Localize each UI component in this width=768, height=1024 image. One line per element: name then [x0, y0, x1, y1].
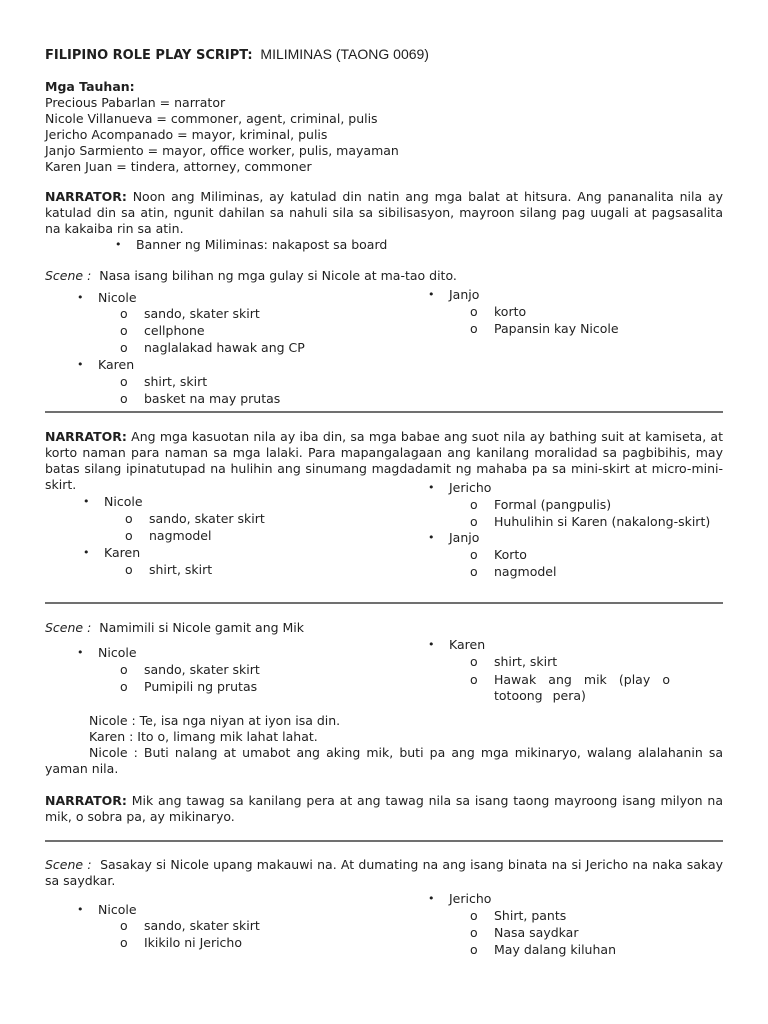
scene-label: Scene : — [45, 268, 92, 283]
scene-text: Sasakay si Nicole upang makauwi na. At dumating na ang isang binata na si Jericho na naka sakay sa saydkar. — [45, 857, 724, 888]
list-item: o basket na may prutas — [144, 391, 280, 407]
list-item: o sando, skater skirt — [144, 662, 260, 678]
list-item: o shirt, skirt — [144, 374, 207, 390]
narrator-paragraph-1 — [45, 189, 723, 237]
list-item: o May dalang kiluhan — [494, 942, 616, 958]
scene-2-line — [45, 620, 304, 636]
scene-1-line — [45, 268, 457, 284]
character-karen: • Karen — [104, 545, 140, 561]
dialogue-line: Nicole : Te, isa nga niyan at iyon isa din. — [89, 713, 341, 728]
scene-label: Scene : — [45, 620, 92, 635]
list-item: o Pumipili ng prutas — [144, 679, 257, 695]
section-divider — [45, 411, 723, 413]
cast-member: Karen Juan = tindera, attorney, commoner — [45, 159, 312, 174]
character-nicole: • Nicole — [98, 902, 137, 918]
list-item: o nagmodel — [494, 564, 556, 580]
list-item: o cellphone — [144, 323, 205, 339]
narrator-paragraph-3 — [45, 793, 723, 825]
list-item: o Papansin kay Nicole — [494, 321, 619, 337]
character-janjo: • Janjo — [449, 287, 479, 303]
cast-member: Janjo Sarmiento = mayor, office worker, pulis, mayaman — [45, 143, 399, 158]
cast-section — [45, 79, 723, 175]
list-item: o sando, skater skirt — [144, 918, 260, 934]
character-nicole: • Nicole — [98, 290, 137, 306]
list-item: o Formal (pangpulis) — [494, 497, 611, 513]
narrator-text: Ang mga kasuotan nila ay iba din, sa mga babae ang suot nila ay bathing suit at kamiseta, at korto naman para naman sa mga lalaki. Para mapangalagaan ang kanilang moralidad sa pagbibihis, may batas silang ipinatutupad na hulihin ang sinumang magdadamit ng mahaba pa sa mini-skirt at micro-mini-skirt. — [45, 429, 723, 492]
narrator-label: NARRATOR: — [45, 189, 127, 204]
cast-member: Jericho Acompanado = mayor, kriminal, pulis — [45, 127, 328, 142]
list-item: o Hawak ang mik (play o totoong pera) — [494, 672, 670, 704]
character-nicole: • Nicole — [98, 645, 137, 661]
list-item: o sando, skater skirt — [144, 306, 260, 322]
dialogue-line: Karen : Ito o, limang mik lahat lahat. — [89, 729, 318, 744]
list-item: o shirt, skirt — [149, 562, 212, 578]
list-item: o Ikikilo ni Jericho — [144, 935, 242, 951]
scene-text: Nasa isang bilihan ng mga gulay si Nicole at ma-tao dito. — [99, 268, 457, 283]
narrator-bullet: • Banner ng Miliminas: nakapost sa board — [136, 237, 387, 253]
narrator-label: NARRATOR: — [45, 793, 127, 808]
scene-3-paragraph — [45, 857, 723, 889]
document-title — [45, 46, 429, 62]
scene-label: Scene : — [45, 857, 92, 872]
section-divider — [45, 602, 723, 604]
list-item: o shirt, skirt — [494, 654, 557, 670]
scene-text: Namimili si Nicole gamit ang Mik — [99, 620, 305, 635]
narrator-label: NARRATOR: — [45, 429, 127, 444]
cast-member: Nicole Villanueva = commoner, agent, criminal, pulis — [45, 111, 378, 126]
list-item: o Huhulihin si Karen (nakalong-skirt) — [494, 514, 710, 530]
character-jericho: • Jericho — [449, 891, 491, 907]
character-janjo: • Janjo — [449, 530, 479, 546]
title-rest: MILIMINAS (TAONG 0069) — [260, 46, 429, 62]
section-divider — [45, 840, 723, 842]
list-item: o nagmodel — [149, 528, 211, 544]
cast-heading: Mga Tauhan: — [45, 79, 135, 94]
dialogue-line: Nicole : Buti nalang at umabot ang aking mik, buti pa ang mga mikinaryo, walang alalahanin sa yaman nila. — [45, 745, 723, 776]
cast-member: Precious Pabarlan = narrator — [45, 95, 226, 110]
list-item: o Korto — [494, 547, 527, 563]
character-nicole: • Nicole — [104, 494, 143, 510]
list-item: o Shirt, pants — [494, 908, 566, 924]
character-karen: • Karen — [98, 357, 134, 373]
character-karen: • Karen — [449, 637, 485, 653]
list-item: o Nasa saydkar — [494, 925, 578, 941]
list-item: o naglalakad hawak ang CP — [144, 340, 305, 356]
list-item: o korto — [494, 304, 526, 320]
narrator-text: Mik ang tawag sa kanilang pera at ang tawag nila sa isang taong mayroong isang milyon na mik, o sobra pa, ay mikinaryo. — [45, 793, 723, 824]
narrator-paragraph-2 — [45, 429, 723, 493]
title-bold: FILIPINO ROLE PLAY SCRIPT: — [45, 48, 253, 63]
character-jericho: • Jericho — [449, 480, 491, 496]
narrator-text: Noon ang Miliminas, ay katulad din natin ang mga balat at hitsura. Ang pananalita nila ay katulad din sa atin, ngunit dahilan sa nahuli sila sa sibilisasyon, mayroon silang pag uugali at pagsasalita na kakaiba rin sa atin. — [45, 189, 723, 236]
list-item: o sando, skater skirt — [149, 511, 265, 527]
